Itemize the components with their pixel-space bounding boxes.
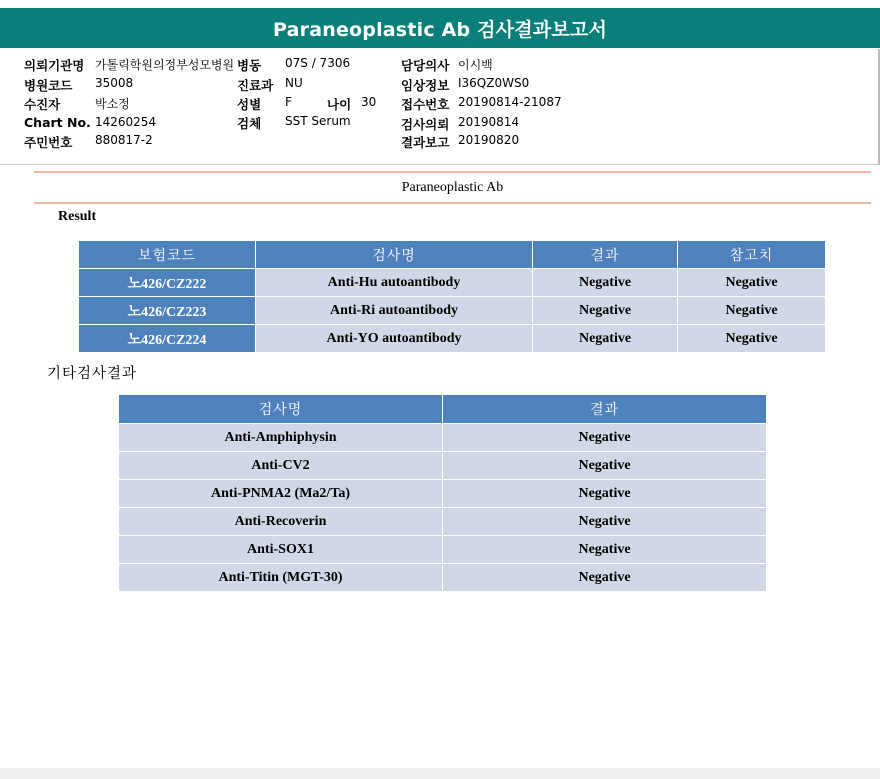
insurance-code-cell: 노426/CZ224 — [79, 325, 256, 353]
reference-cell: Negative — [678, 325, 826, 353]
result-cell: Negative — [533, 325, 678, 353]
sex-value: F — [285, 95, 292, 109]
hospital-code-label: 병원코드 — [24, 78, 73, 93]
request-date-label: 검사의뢰 — [401, 117, 450, 132]
result-cell: Negative — [443, 424, 767, 452]
chart-no-label: Chart No. — [24, 115, 91, 130]
table-header-row — [119, 395, 767, 424]
patient-label: 수진자 — [24, 97, 61, 112]
receipt-no-label: 접수번호 — [401, 97, 450, 112]
test-name-cell: Anti-Hu autoantibody — [256, 269, 533, 297]
result-cell: Negative — [443, 480, 767, 508]
bottom-divider — [34, 202, 871, 204]
result-label: Result — [58, 209, 97, 224]
report-date-label: 결과보고 — [401, 135, 450, 150]
table-row — [79, 297, 826, 325]
reference-cell: Negative — [678, 297, 826, 325]
specimen-value: SST Serum — [285, 114, 351, 128]
table-row — [79, 269, 826, 297]
result-cell: Negative — [533, 297, 678, 325]
receipt-no-value: 20190814-21087 — [458, 95, 562, 109]
section-title: Paraneoplastic Ab — [401, 180, 504, 195]
ward-label: 병동 — [237, 58, 262, 73]
test-name-cell: Anti-Ri autoantibody — [256, 297, 533, 325]
result-cell: Negative — [443, 508, 767, 536]
header-reference: 참고치 — [678, 241, 826, 269]
doctor-label: 담당의사 — [401, 58, 450, 73]
id-no-label: 주민번호 — [24, 135, 73, 150]
header-result: 결과 — [443, 395, 767, 424]
table-row — [119, 424, 767, 452]
result-cell: Negative — [443, 452, 767, 480]
sex-label: 성별 — [237, 97, 262, 112]
table-row — [79, 325, 826, 353]
other-results-label: 기타검사결과 — [47, 366, 138, 382]
institution-value: 가톨릭학원의정부성모병원 — [95, 58, 235, 72]
doctor-value: 이시백 — [458, 58, 493, 72]
clinical-info-label: 임상정보 — [401, 78, 450, 93]
request-date-value: 20190814 — [458, 115, 520, 129]
patient-value: 박소정 — [95, 97, 130, 111]
table-row — [119, 508, 767, 536]
department-label: 진료과 — [237, 78, 274, 93]
table-row — [119, 536, 767, 564]
institution-label: 의뢰기관명 — [24, 58, 85, 73]
test-name-cell: Anti-YO autoantibody — [256, 325, 533, 353]
id-no-value: 880817-2 — [95, 133, 153, 147]
test-name-cell: Anti-CV2 — [119, 452, 443, 480]
specimen-label: 검체 — [237, 116, 262, 131]
ward-value: 07S / 7306 — [285, 56, 351, 70]
other-results-table — [118, 394, 767, 592]
result-cell: Negative — [443, 564, 767, 592]
reference-cell: Negative — [678, 269, 826, 297]
test-name-cell: Anti-Titin (MGT-30) — [119, 564, 443, 592]
test-name-cell: Anti-PNMA2 (Ma2/Ta) — [119, 480, 443, 508]
header-insurance-code: 보험코드 — [79, 241, 256, 269]
page-footer-strip — [0, 768, 880, 779]
chart-no-value: 14260254 — [95, 115, 157, 129]
table-row — [119, 480, 767, 508]
test-name-cell: Anti-Amphiphysin — [119, 424, 443, 452]
result-cell: Negative — [443, 536, 767, 564]
test-name-cell: Anti-SOX1 — [119, 536, 443, 564]
test-name-cell: Anti-Recoverin — [119, 508, 443, 536]
result-table — [78, 240, 826, 353]
result-cell: Negative — [533, 269, 678, 297]
header-result: 결과 — [533, 241, 678, 269]
header-test-name: 검사명 — [256, 241, 533, 269]
top-divider — [34, 171, 871, 173]
department-value: NU — [285, 76, 303, 90]
report-title: Paraneoplastic Ab 검사결과보고서 — [0, 8, 880, 48]
age-value: 30 — [361, 95, 377, 109]
hospital-code-value: 35008 — [95, 76, 134, 90]
clinical-info-value: I36QZ0WS0 — [458, 76, 530, 90]
age-label: 나이 — [327, 97, 352, 112]
patient-info-panel — [0, 49, 880, 165]
table-header-row — [79, 241, 826, 269]
table-row — [119, 564, 767, 592]
table-row — [119, 452, 767, 480]
insurance-code-cell: 노426/CZ223 — [79, 297, 256, 325]
header-test-name: 검사명 — [119, 395, 443, 424]
report-date-value: 20190820 — [458, 133, 520, 147]
insurance-code-cell: 노426/CZ222 — [79, 269, 256, 297]
